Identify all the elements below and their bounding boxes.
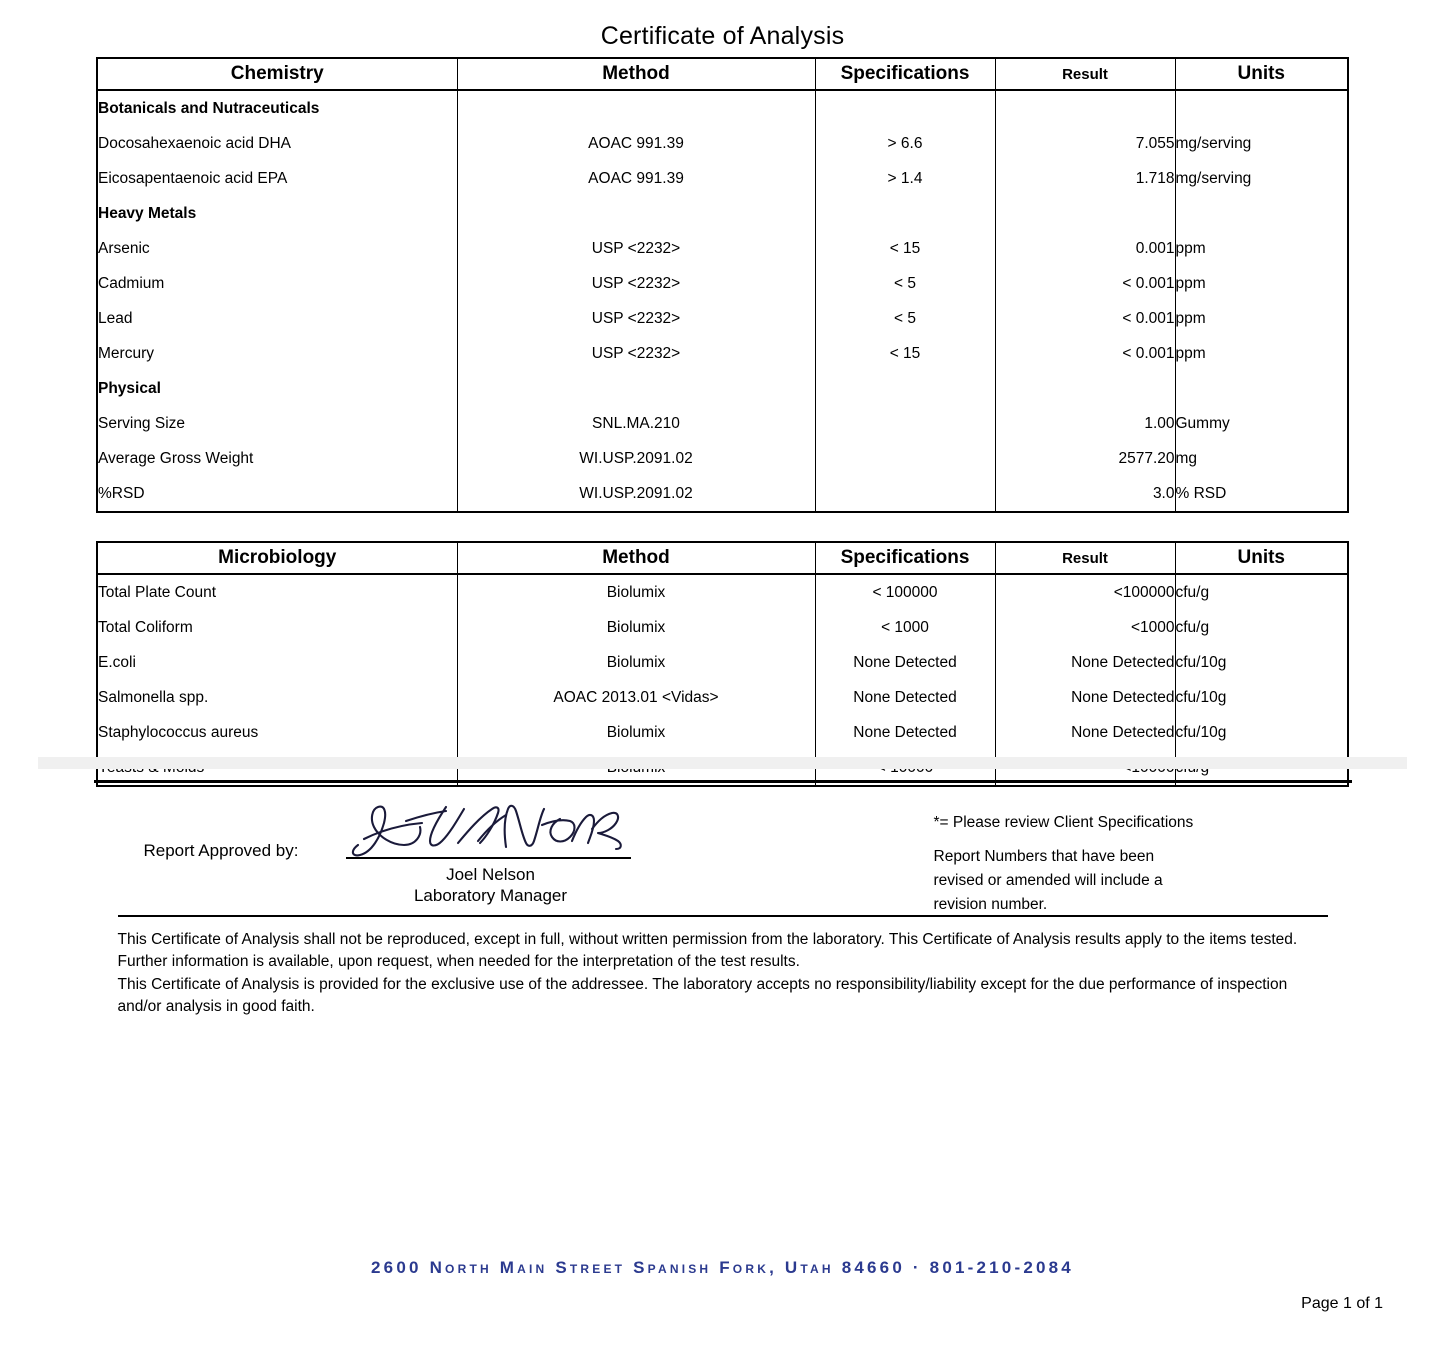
note-line-1: *= Please review Client Specifications: [933, 814, 1194, 831]
row-result: < 0.001: [995, 301, 1175, 336]
table-row: [97, 371, 1348, 406]
row-spec: None Detected: [815, 715, 995, 750]
table-row: [97, 266, 1348, 301]
row-result: [995, 196, 1175, 231]
chemistry-table: [96, 57, 1349, 513]
row-method: Biolumix: [457, 715, 815, 750]
row-result: None Detected: [995, 645, 1175, 680]
row-method: USP <2232>: [457, 231, 815, 266]
row-result: < 0.001: [995, 336, 1175, 371]
row-units: cfu/g: [1175, 574, 1348, 610]
row-units: [1175, 90, 1348, 126]
table-row: [97, 645, 1348, 680]
row-method: WI.USP.2091.02: [457, 476, 815, 512]
row-label: Heavy Metals: [97, 196, 457, 231]
column-header-units: Units: [1175, 58, 1348, 90]
column-header-units: Units: [1175, 542, 1348, 574]
row-units: [1175, 196, 1348, 231]
microbiology-table-header: [97, 542, 1348, 574]
table-row: [97, 90, 1348, 126]
row-units: ppm: [1175, 336, 1348, 371]
row-label: Average Gross Weight: [97, 441, 457, 476]
page-number: Page 1 of 1: [1301, 1295, 1383, 1312]
row-label: Docosahexaenoic acid DHA: [97, 126, 457, 161]
row-units: ppm: [1175, 266, 1348, 301]
column-header-specifications: Specifications: [815, 542, 995, 574]
row-units: mg/serving: [1175, 161, 1348, 196]
microbiology-table-body: [97, 574, 1348, 786]
row-units: ppm: [1175, 231, 1348, 266]
row-label: %RSD: [97, 476, 457, 512]
lab-address: 2600 North Main Street Spanish Fork, Utah 84660 · 801-210-2084: [371, 1258, 1074, 1277]
disclaimer-paragraph-1: This Certificate of Analysis shall not be reproduced, except in full, without written permission from the laboratory. This Certificate of Analysis results apply to the items tested. Further information is available, upon request, when needed for the interpretation of the test results.: [117, 931, 1298, 971]
row-spec: < 100000: [815, 574, 995, 610]
row-spec: [815, 406, 995, 441]
signature-image: [346, 801, 636, 863]
row-label: Physical: [97, 371, 457, 406]
row-label: E.coli: [97, 645, 457, 680]
row-method: AOAC 991.39: [457, 126, 815, 161]
signature-block: [346, 801, 636, 906]
row-method: Biolumix: [457, 645, 815, 680]
row-spec: [815, 441, 995, 476]
table-row: [97, 610, 1348, 645]
approved-by-label: Report Approved by:: [143, 841, 299, 860]
row-spec: < 5: [815, 301, 995, 336]
row-units: cfu/10g: [1175, 715, 1348, 750]
chemistry-table-header: [97, 58, 1348, 90]
microbiology-table: [96, 541, 1349, 787]
row-method: [457, 371, 815, 406]
row-result: < 0.001: [995, 266, 1175, 301]
row-label: Eicosapentaenoic acid EPA: [97, 161, 457, 196]
table-row: [97, 301, 1348, 336]
signer-name: Joel Nelson: [446, 864, 535, 884]
column-header-result: Result: [995, 542, 1175, 574]
row-result: None Detected: [995, 680, 1175, 715]
row-result: 2577.20: [995, 441, 1175, 476]
table-row: [97, 441, 1348, 476]
table-row: [97, 196, 1348, 231]
page-title: Certificate of Analysis: [600, 22, 845, 50]
note-line-4: revision number.: [933, 896, 1048, 914]
row-units: cfu/g: [1175, 610, 1348, 645]
row-units: [1175, 371, 1348, 406]
row-label: Serving Size: [97, 406, 457, 441]
table-row: [97, 126, 1348, 161]
row-method: AOAC 2013.01 <Vidas>: [457, 680, 815, 715]
row-method: USP <2232>: [457, 266, 815, 301]
row-result: 0.001: [995, 231, 1175, 266]
column-header-method: Method: [457, 58, 815, 90]
column-header-method: Method: [457, 542, 815, 574]
table-row: [97, 574, 1348, 610]
table-row: [97, 161, 1348, 196]
row-method: WI.USP.2091.02: [457, 441, 815, 476]
row-label: Arsenic: [97, 231, 457, 266]
row-result: 1.718: [995, 161, 1175, 196]
row-label: Botanicals and Nutraceuticals: [97, 90, 457, 126]
column-header-microbiology: Microbiology: [97, 542, 457, 574]
chemistry-table-body: [97, 90, 1348, 512]
row-result: 7.055: [995, 126, 1175, 161]
row-result: <1000: [995, 610, 1175, 645]
row-units: % RSD: [1175, 476, 1348, 512]
client-notes: [934, 811, 1194, 917]
disclaimer-paragraph-2: This Certificate of Analysis is provided for the exclusive use of the addressee. The laboratory accepts no responsibility/liability except for the due performance of inspection and/or analysis in good faith.: [117, 975, 1288, 1016]
table-row: [97, 715, 1348, 750]
row-method: Biolumix: [457, 610, 815, 645]
row-spec: [815, 196, 995, 231]
row-spec: > 1.4: [815, 161, 995, 196]
row-method: SNL.MA.210: [457, 406, 815, 441]
row-units: cfu/10g: [1175, 680, 1348, 715]
row-spec: [815, 371, 995, 406]
table-row: [97, 680, 1348, 715]
table-row: [97, 476, 1348, 512]
row-result: [995, 371, 1175, 406]
table-row: [97, 336, 1348, 371]
row-label: Total Plate Count: [97, 574, 457, 610]
row-method: USP <2232>: [457, 301, 815, 336]
row-units: Gummy: [1175, 406, 1348, 441]
row-result: <100000: [995, 574, 1175, 610]
row-method: USP <2232>: [457, 336, 815, 371]
row-method: [457, 90, 815, 126]
table-row: [97, 406, 1348, 441]
disclaimer-text: [118, 917, 1328, 1019]
approval-section: [94, 783, 1352, 915]
note-line-2: Report Numbers that have been: [933, 848, 1155, 866]
row-label: Salmonella spp.: [97, 680, 457, 715]
row-spec: < 15: [815, 231, 995, 266]
row-units: cfu/10g: [1175, 645, 1348, 680]
row-result: 3.0: [995, 476, 1175, 512]
table-gap: [0, 513, 1445, 541]
row-spec: > 6.6: [815, 126, 995, 161]
row-spec: None Detected: [815, 645, 995, 680]
note-line-3: revised or amended will include a: [933, 872, 1163, 890]
row-units: mg/serving: [1175, 126, 1348, 161]
row-units: mg: [1175, 441, 1348, 476]
row-label: Lead: [97, 301, 457, 336]
row-label: Total Coliform: [97, 610, 457, 645]
row-spec: [815, 90, 995, 126]
row-units: ppm: [1175, 301, 1348, 336]
row-spec: < 1000: [815, 610, 995, 645]
signer-role: Laboratory Manager: [413, 885, 568, 905]
row-spec: < 5: [815, 266, 995, 301]
row-label: Staphylococcus aureus: [97, 715, 457, 750]
row-method: AOAC 991.39: [457, 161, 815, 196]
row-result: 1.00: [995, 406, 1175, 441]
row-result: None Detected: [995, 715, 1175, 750]
row-label: Mercury: [97, 336, 457, 371]
document-footer: [0, 780, 1445, 1019]
signature-line: [346, 857, 631, 859]
row-method: [457, 196, 815, 231]
column-header-specifications: Specifications: [815, 58, 995, 90]
table-row: [97, 231, 1348, 266]
column-header-chemistry: Chemistry: [97, 58, 457, 90]
row-spec: [815, 476, 995, 512]
row-label: Cadmium: [97, 266, 457, 301]
row-method: Biolumix: [457, 574, 815, 610]
row-spec: None Detected: [815, 680, 995, 715]
page-separator-band: [38, 757, 1407, 769]
row-result: [995, 90, 1175, 126]
column-header-result: Result: [995, 58, 1175, 90]
row-spec: < 15: [815, 336, 995, 371]
